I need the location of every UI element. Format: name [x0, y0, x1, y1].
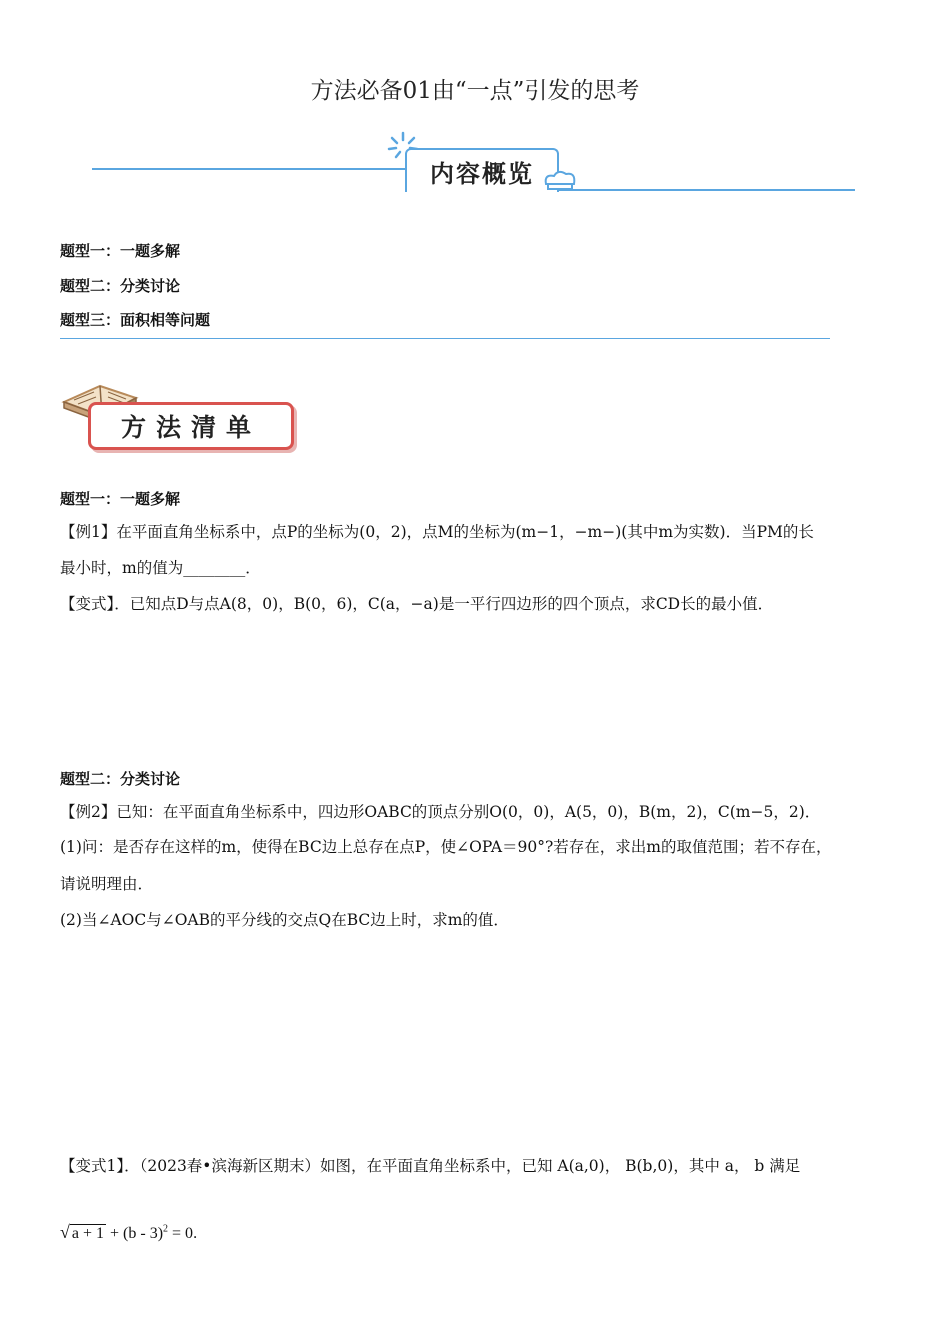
variant1-line1: 【变式1】．（2023春•滨海新区期末）如图，在平面直角坐标系中，已知 A(a,0)， B(b,0)，其中 a， b 满足	[60, 1157, 801, 1175]
example1-line1: 【例1】在平面直角坐标系中，点P的坐标为(0，2)，点M的坐标为(m−1，−m−)(其中m为实数)．当PM的长	[60, 523, 814, 541]
section-divider	[60, 338, 830, 339]
example1-line2: 最小时，m的值为________．	[60, 559, 261, 577]
formula-rest: + (b - 3)	[106, 1225, 164, 1242]
section1-heading: 题型一：一题多解	[60, 490, 181, 508]
section2-heading: 题型二：分类讨论	[60, 770, 181, 788]
method-label: 方法清单	[88, 402, 294, 450]
page-title: 方法必备01由“一点”引发的思考	[310, 78, 640, 104]
example2-q2: (2)当∠AOC与∠OAB的平分线的交点Q在BC边上时，求m的值．	[60, 911, 509, 929]
formula-exponent: 2	[163, 1223, 169, 1235]
hat-icon	[540, 168, 580, 192]
example2-line1: 【例2】已知：在平面直角坐标系中，四边形OABC的顶点分别O(0，0)，A(5，0)，B(m，2)，C(m−5，2)．	[60, 803, 821, 821]
formula-period: .	[193, 1225, 198, 1242]
example2-q1-line1: (1)问：是否存在这样的m，使得在BC边上总存在点P，使∠OPA＝90°?若存在，求出m的取值范围；若不存在，	[60, 838, 832, 856]
toc-item-2: 题型二：分类讨论	[60, 277, 181, 295]
formula: √ a + 1 + (b - 3)$^2$ = 0.	[60, 1222, 198, 1242]
header-line-right	[555, 189, 855, 191]
example2-q1-line2: 请说明理由．	[60, 875, 154, 893]
overview-label: 内容概览	[405, 148, 559, 192]
toc-item-1: 题型一：一题多解	[60, 242, 181, 260]
formula-equals: = 0	[168, 1225, 194, 1242]
variant-text: 【变式】．已知点D与点A(8，0)，B(0，6)，C(a，−a)是一平行四边形的四个顶点，求CD长的最小值．	[60, 595, 774, 613]
toc-item-3: 题型三：面积相等问题	[60, 311, 211, 329]
formula-radicand: a + 1	[71, 1225, 105, 1242]
header-line-left	[92, 168, 407, 170]
